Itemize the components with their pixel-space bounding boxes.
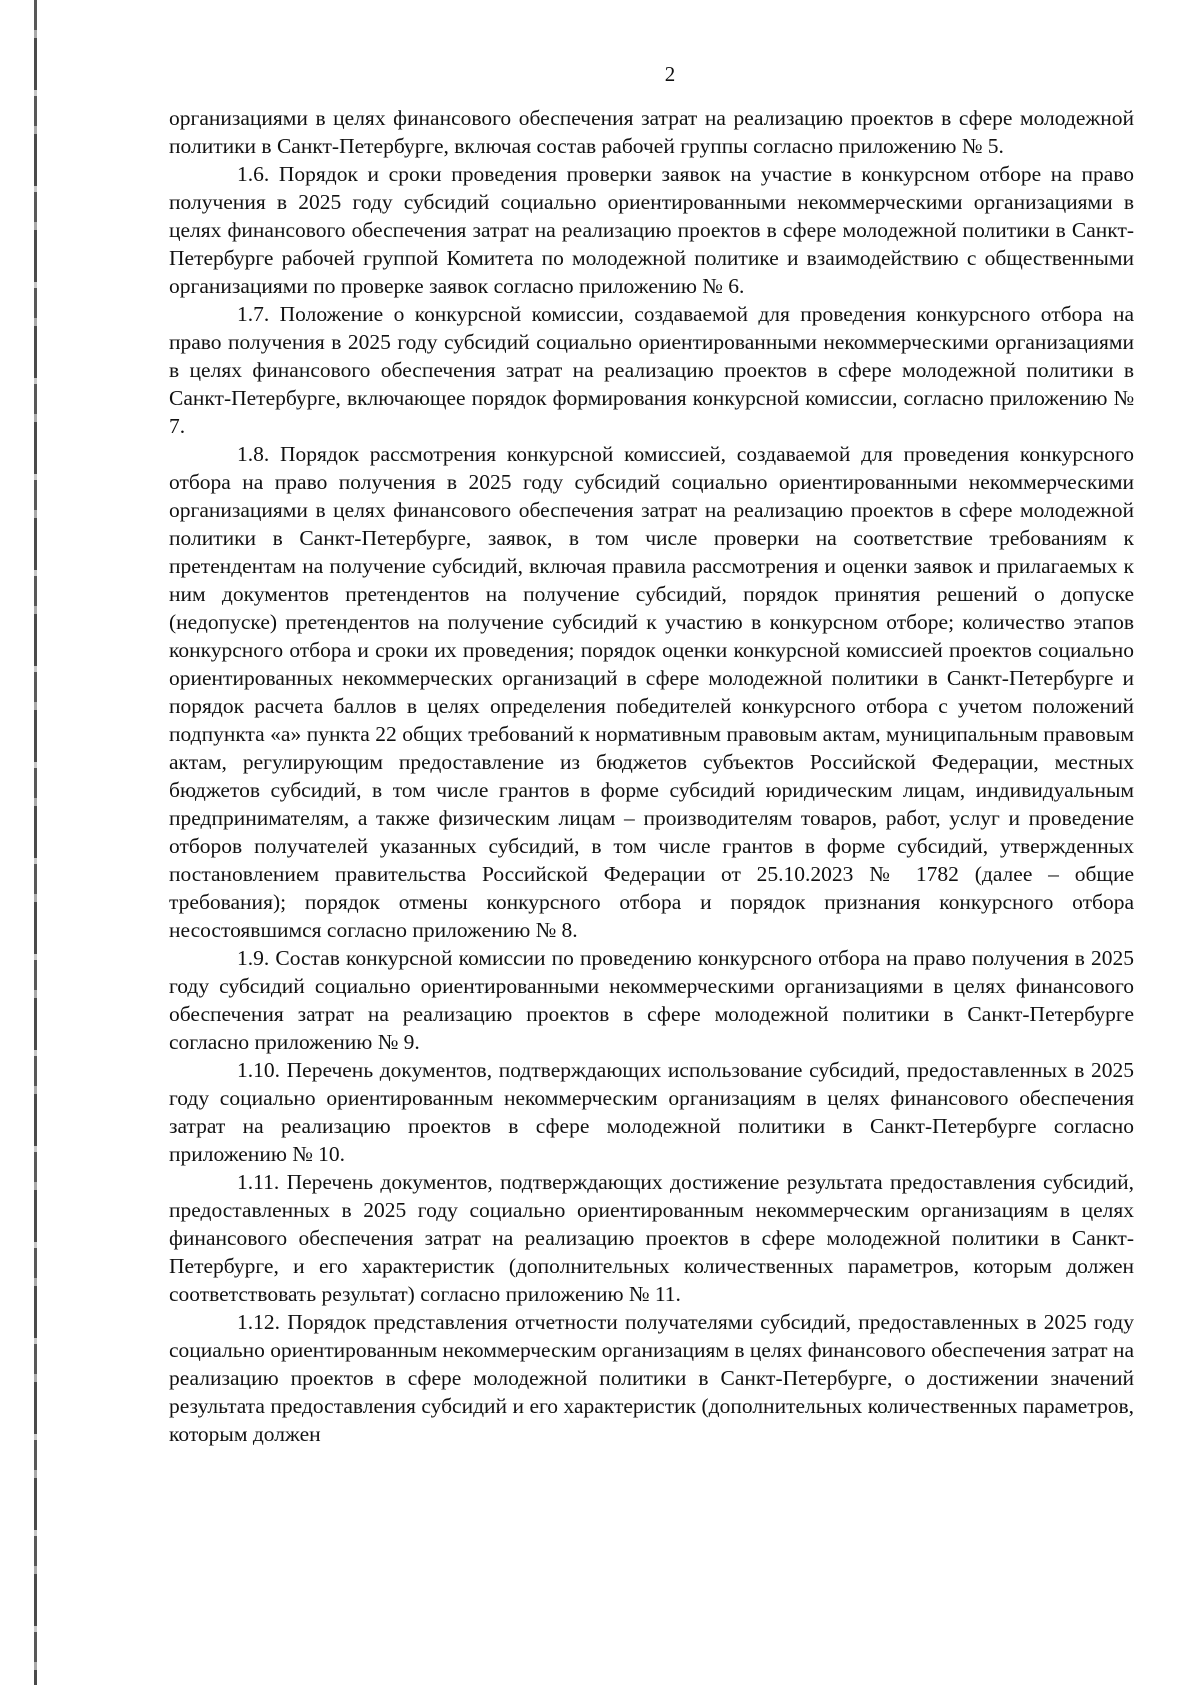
paragraph-continuation: организациями в целях финансового обеспечения затрат на реализацию проектов в сфере молодежной политики в Санкт-Петербурге, включая состав рабочей группы согласно приложению № 5. (169, 106, 1134, 158)
paragraph-1-9: 1.9. Состав конкурсной комиссии по проведению конкурсного отбора на право получения в 2025 году субсидий социально ориентированными некоммерческими организациями в целях финансового обеспечения затрат на реализацию проектов в сфере молодежной политики в Санкт-Петербурге согласно приложению № 9. (169, 946, 1134, 1054)
paragraph-1-7: 1.7. Положение о конкурсной комиссии, создаваемой для проведения конкурсного отбора на право получения в 2025 году субсидий социально ориентированными некоммерческими организациями в целях финансового обеспечения затрат на реализацию проектов в сфере молодежной политики в Санкт-Петербурге, включающее порядок формирования конкурсной комиссии, согласно приложению № 7. (169, 302, 1134, 438)
paragraph-1-6: 1.6. Порядок и сроки проведения проверки заявок на участие в конкурсном отборе на право получения в 2025 году субсидий социально ориентированными некоммерческими организациями в целях финансового обеспечения затрат на реализацию проектов в сфере молодежной политики в Санкт-Петербурге рабочей группой Комитета по молодежной политике и взаимодействию с общественными организациями по проверке заявок согласно приложению № 6. (169, 162, 1134, 298)
page-number: 2 (664, 62, 676, 86)
paragraph-1-8: 1.8. Порядок рассмотрения конкурсной комиссией, создаваемой для проведения конкурсного отбора на право получения в 2025 году субсидий социально ориентированными некоммерческими организациями в целях финансового обеспечения затрат на реализацию проектов в сфере молодежной политики в Санкт-Петербурге, заявок, в том числе проверки на соответствие требованиям к претендентам на получение субсидий, включая правила рассмотрения и оценки заявок и прилагаемых к ним документов претендентов на получение субсидий, порядок принятия решений о допуске (недопуске) претендентов на получение субсидий к участию в конкурсном отборе; количество этапов конкурсного отбора и сроки их проведения; порядок оценки конкурсной комиссией проектов социально ориентированных некоммерческих организаций в сфере молодежной политики в Санкт-Петербурге и порядок расчета баллов в целях определения победителей конкурсного отбора с учетом положений подпункта «а» пункта 22 общих требований к нормативным правовым актам, муниципальным правовым актам, регулирующим предоставление из бюджетов субъектов Российской Федерации, местных бюджетов субсидий, в том числе грантов в форме субсидий юридическим лицам, индивидуальным предпринимателям, а также физическим лицам – производителям товаров, работ, услуг и проведение отборов получателей указанных субсидий, в том числе грантов в форме субсидий, утвержденных постановлением правительства Российской Федерации от 25.10.2023 № 1782 (далее – общие требования); порядок отмены конкурсного отбора и порядок признания конкурсного отбора несостоявшимся согласно приложению № 8. (169, 442, 1134, 942)
scan-edge-shadow (34, 0, 37, 1685)
paragraph-1-10: 1.10. Перечень документов, подтверждающих использование субсидий, предоставленных в 2025 году социально ориентированным некоммерческим организациям в целях финансового обеспечения затрат на реализацию проектов в сфере молодежной политики в Санкт-Петербурге согласно приложению № 10. (169, 1058, 1134, 1166)
paragraph-1-11: 1.11. Перечень документов, подтверждающих достижение результата предоставления субсидий, предоставленных в 2025 году социально ориентированным некоммерческим организациям в целях финансового обеспечения затрат на реализацию проектов в сфере молодежной политики в Санкт-Петербурге, и его характеристик (дополнительных количественных параметров, которым должен соответствовать результат) согласно приложению № 11. (169, 1170, 1134, 1306)
paragraph-1-12: 1.12. Порядок представления отчетности получателями субсидий, предоставленных в 2025 году социально ориентированным некоммерческим организациям в целях финансового обеспечения затрат на реализацию проектов в сфере молодежной политики в Санкт-Петербурге, о достижении значений результата предоставления субсидий и его характеристик (дополнительных количественных параметров, которым должен (169, 1310, 1135, 1446)
document-body (169, 104, 1134, 1448)
